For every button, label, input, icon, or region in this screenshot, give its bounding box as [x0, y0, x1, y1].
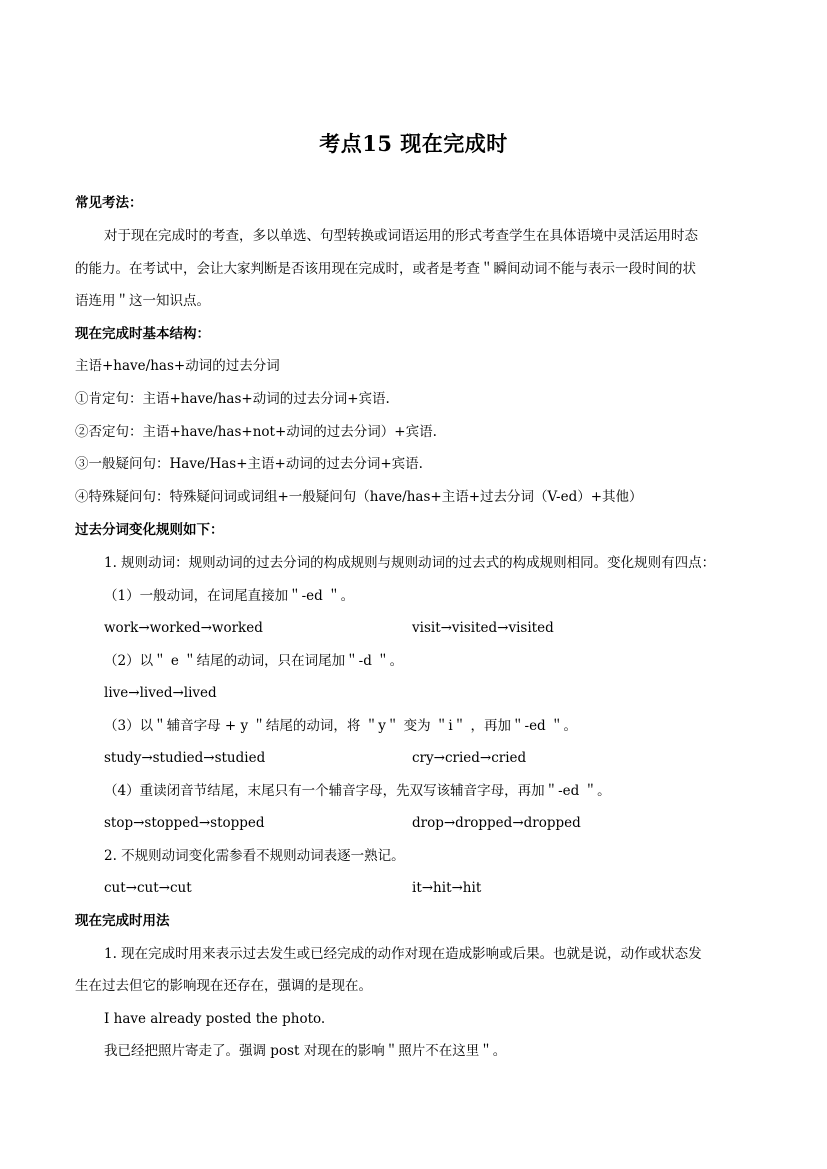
- structure-heading: 现在完成时基本结构：: [75, 326, 210, 342]
- structure-line1: ①肯定句：主语+have/has+动词的过去分词+宾语.: [75, 391, 390, 407]
- common-heading: 常见考法：: [75, 195, 143, 211]
- usage-example-zh: 我已经把照片寄走了。强调 post 对现在的影响＂照片不在这里＂。: [104, 1043, 507, 1059]
- structure-line4: ④特殊疑问句：特殊疑问词或词组+一般疑问句（have/has+主语+过去分词（V-ed）+其他）: [75, 489, 643, 505]
- example-row-1: [104, 618, 755, 638]
- structure-line2: ②否定句：主语+have/has+not+动词的过去分词）+宾语.: [75, 424, 437, 440]
- usage-heading: 现在完成时用法: [75, 913, 170, 929]
- example-2a: live→lived→lived: [104, 685, 217, 701]
- participle-r1: （1）一般动词，在词尾直接加＂-ed ＂。: [104, 588, 355, 604]
- example-1b: visit→visited→visited: [412, 620, 554, 636]
- participle-heading: 过去分词变化规则如下：: [75, 522, 224, 538]
- participle-r2: （2）以＂ e ＂结尾的动词，只在词尾加＂-d ＂。: [104, 653, 404, 669]
- example-3b: cry→cried→cried: [412, 750, 527, 766]
- participle-rule2: 2. 不规则动词变化需参看不规则动词表逐一熟记。: [104, 848, 405, 864]
- example-row-4: [104, 813, 755, 833]
- example-1a: work→worked→worked: [104, 620, 263, 636]
- page-title: 考点15 现在完成时: [319, 131, 508, 156]
- structure-line3: ③一般疑问句：Have/Has+主语+动词的过去分词+宾语.: [75, 456, 423, 472]
- structure-line0: 主语+have/has+动词的过去分词: [75, 358, 280, 374]
- example-3a: study→studied→studied: [104, 750, 266, 766]
- common-para-line3: 语连用＂这一知识点。: [75, 293, 210, 309]
- usage-p1-line2: 生在过去但它的影响现在还存在，强调的是现在。: [75, 978, 372, 994]
- participle-r3: （3）以＂辅音字母 + y ＂结尾的动词，将 ＂y＂ 变为 ＂i＂ ，再加＂-ed ＂。: [104, 718, 577, 734]
- example-4a: stop→stopped→stopped: [104, 815, 265, 831]
- common-para-line2: 的能力。在考试中，会让大家判断是否该用现在完成时，或者是考查＂瞬间动词不能与表示一段时间的状: [75, 261, 696, 277]
- participle-r4: （4）重读闭音节结尾，末尾只有一个辅音字母，先双写该辅音字母，再加＂-ed ＂。: [104, 783, 611, 799]
- usage-example-en: I have already posted the photo.: [104, 1011, 326, 1027]
- example-row-2: [104, 683, 755, 703]
- common-para-line1: 对于现在完成时的考查，多以单选、句型转换或词语运用的形式考查学生在具体语境中灵活运用时态: [104, 228, 698, 244]
- usage-p1-line1: 1. 现在完成时用来表示过去发生或已经完成的动作对现在造成影响或后果。也就是说，动作或状态发: [104, 946, 702, 962]
- example-row-5: [104, 878, 755, 898]
- example-4b: drop→dropped→dropped: [412, 815, 581, 831]
- example-5a: cut→cut→cut: [104, 880, 192, 896]
- example-5b: it→hit→hit: [412, 880, 482, 896]
- example-row-3: [104, 748, 755, 768]
- participle-rule1: 1. 规则动词：规则动词的过去分词的构成规则与规则动词的过去式的构成规则相同。变化规则有四点：: [104, 555, 716, 571]
